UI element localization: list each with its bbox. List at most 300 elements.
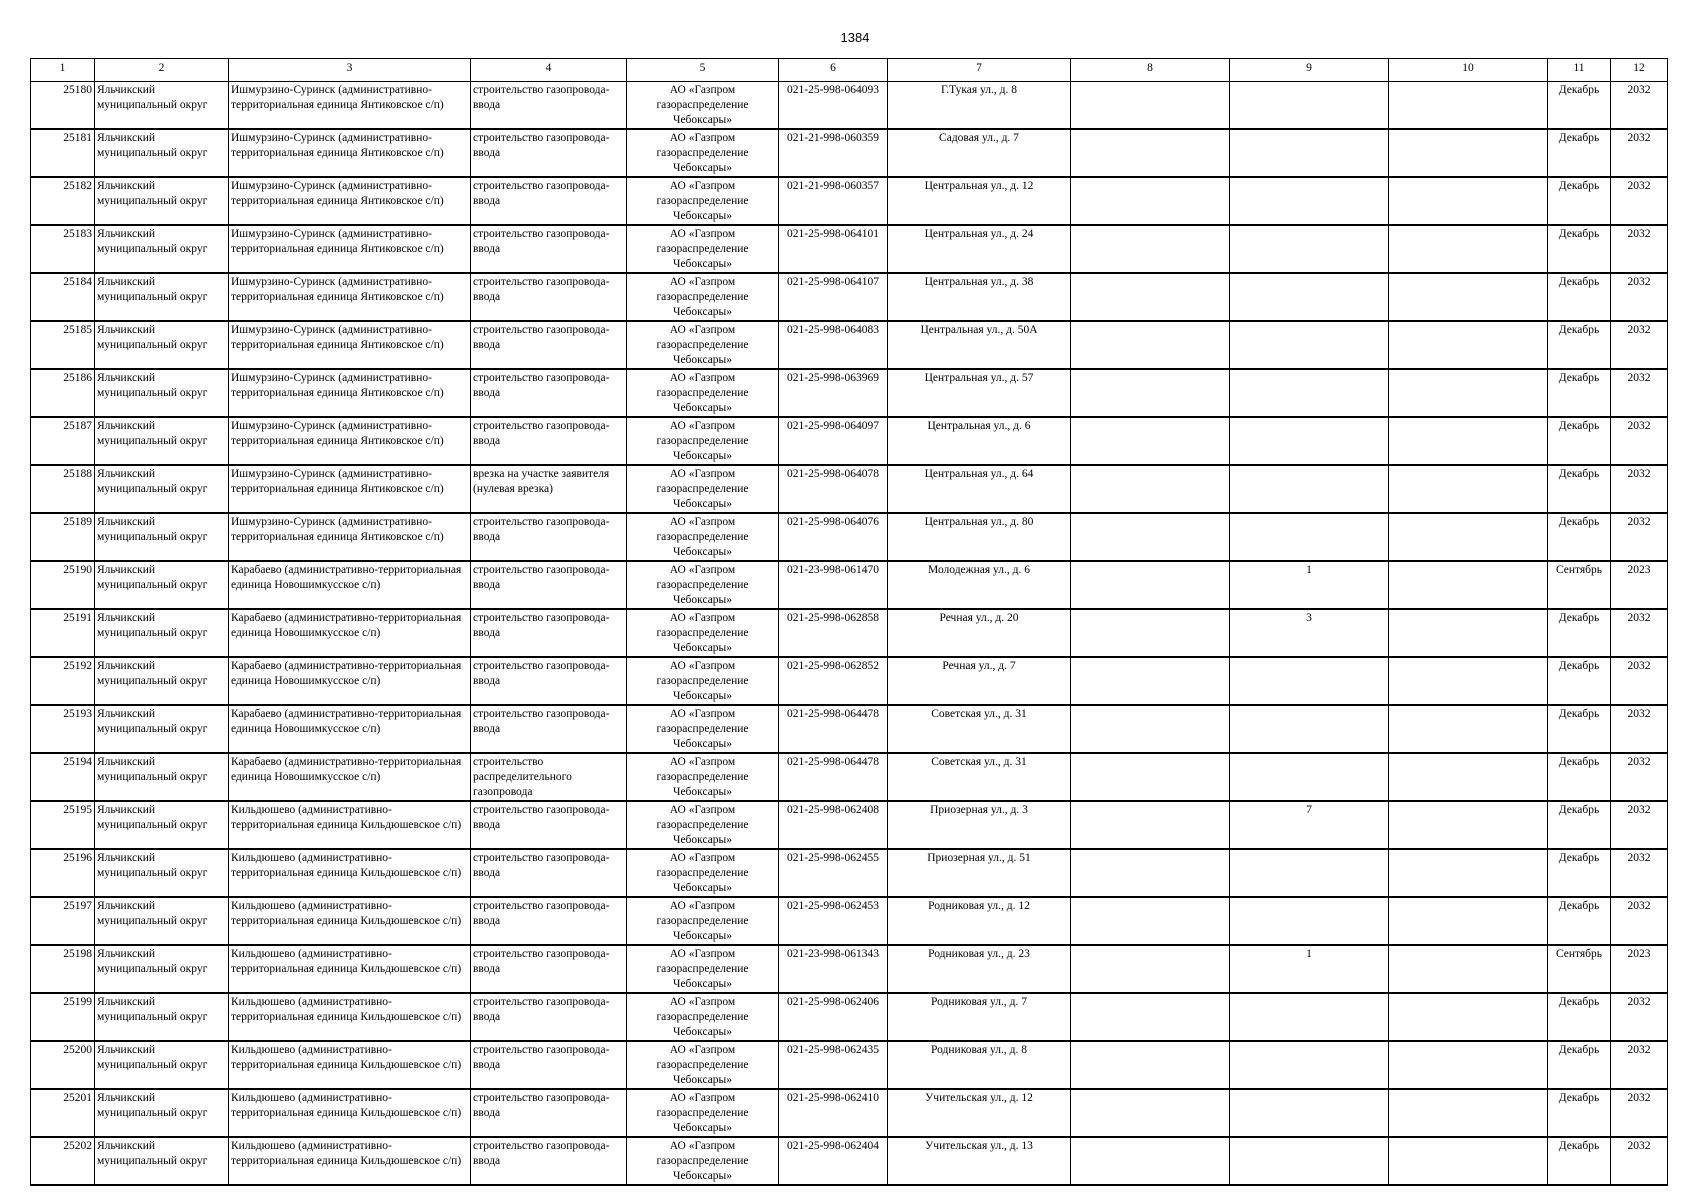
work-type-cell: строительство газопровода-ввода — [471, 369, 627, 417]
address-cell: Центральная ул., д. 38 — [888, 273, 1071, 321]
year-cell: 2032 — [1611, 849, 1668, 897]
column-header: 7 — [888, 59, 1071, 82]
object-code-cell: 021-25-998-062406 — [779, 993, 888, 1041]
col-8-cell — [1071, 753, 1230, 801]
work-type-cell: строительство газопровода-ввода — [471, 945, 627, 993]
table-row — [31, 993, 1668, 1041]
settlement-cell: Кильдюшево (административно-территориальная единица Кильдюшевское с/п) — [229, 1137, 471, 1185]
table-body — [31, 82, 1668, 1186]
col-10-cell — [1389, 657, 1548, 705]
col-9-cell — [1230, 177, 1389, 225]
col-8-cell — [1071, 609, 1230, 657]
row-number-cell: 25185 — [31, 321, 95, 369]
year-cell: 2032 — [1611, 753, 1668, 801]
month-cell: Декабрь — [1548, 321, 1611, 369]
object-code-cell: 021-25-998-064478 — [779, 705, 888, 753]
organization-cell: АО «Газпром газораспределение Чебоксары» — [627, 465, 779, 513]
object-code-cell: 021-25-998-062410 — [779, 1089, 888, 1137]
settlement-cell: Ишмурзино-Суринск (административно-территориальная единица Янтиковское с/п) — [229, 129, 471, 177]
settlement-cell: Кильдюшево (административно-территориальная единица Кильдюшевское с/п) — [229, 1041, 471, 1089]
year-cell: 2032 — [1611, 897, 1668, 945]
row-number-cell: 25192 — [31, 657, 95, 705]
address-cell: Центральная ул., д. 12 — [888, 177, 1071, 225]
row-number-cell: 25189 — [31, 513, 95, 561]
col-9-cell — [1230, 1041, 1389, 1089]
month-cell: Декабрь — [1548, 801, 1611, 849]
month-cell: Декабрь — [1548, 993, 1611, 1041]
month-cell: Декабрь — [1548, 417, 1611, 465]
page-number: 1384 — [840, 30, 870, 45]
col-8-cell — [1071, 1089, 1230, 1137]
address-cell: Молодежная ул., д. 6 — [888, 561, 1071, 609]
column-header: 12 — [1611, 59, 1668, 82]
settlement-cell: Кильдюшево (административно-территориальная единица Кильдюшевское с/п) — [229, 801, 471, 849]
address-cell: Учительская ул., д. 12 — [888, 1089, 1071, 1137]
col-8-cell — [1071, 897, 1230, 945]
table-row — [31, 849, 1668, 897]
object-code-cell: 021-25-998-062453 — [779, 897, 888, 945]
work-type-cell: строительство газопровода-ввода — [471, 513, 627, 561]
municipality-cell: Яльчикский муниципальный округ — [95, 417, 229, 465]
col-8-cell — [1071, 273, 1230, 321]
settlement-cell: Ишмурзино-Суринск (административно-территориальная единица Янтиковское с/п) — [229, 369, 471, 417]
year-cell: 2032 — [1611, 225, 1668, 273]
work-type-cell: строительство газопровода-ввода — [471, 801, 627, 849]
col-8-cell — [1071, 561, 1230, 609]
municipality-cell: Яльчикский муниципальный округ — [95, 753, 229, 801]
settlement-cell: Ишмурзино-Суринск (административно-территориальная единица Янтиковское с/п) — [229, 82, 471, 130]
table-row — [31, 1041, 1668, 1089]
year-cell: 2032 — [1611, 801, 1668, 849]
organization-cell: АО «Газпром газораспределение Чебоксары» — [627, 129, 779, 177]
table-row — [31, 177, 1668, 225]
col-10-cell — [1389, 177, 1548, 225]
month-cell: Декабрь — [1548, 897, 1611, 945]
work-type-cell: строительство газопровода-ввода — [471, 417, 627, 465]
col-8-cell — [1071, 465, 1230, 513]
object-code-cell: 021-25-998-064107 — [779, 273, 888, 321]
object-code-cell: 021-21-998-060359 — [779, 129, 888, 177]
col-8-cell — [1071, 82, 1230, 130]
table-row — [31, 801, 1668, 849]
row-number-cell: 25200 — [31, 1041, 95, 1089]
month-cell: Декабрь — [1548, 849, 1611, 897]
row-number-cell: 25197 — [31, 897, 95, 945]
month-cell: Декабрь — [1548, 657, 1611, 705]
object-code-cell: 021-25-998-062404 — [779, 1137, 888, 1185]
settlement-cell: Кильдюшево (административно-территориальная единица Кильдюшевское с/п) — [229, 945, 471, 993]
address-cell: Учительская ул., д. 13 — [888, 1137, 1071, 1185]
row-number-cell: 25195 — [31, 801, 95, 849]
municipality-cell: Яльчикский муниципальный округ — [95, 1137, 229, 1185]
column-header: 9 — [1230, 59, 1389, 82]
organization-cell: АО «Газпром газораспределение Чебоксары» — [627, 753, 779, 801]
work-type-cell: строительство газопровода-ввода — [471, 849, 627, 897]
table-row — [31, 657, 1668, 705]
settlement-cell: Кильдюшево (административно-территориальная единица Кильдюшевское с/п) — [229, 993, 471, 1041]
address-cell: Садовая ул., д. 7 — [888, 129, 1071, 177]
col-10-cell — [1389, 1041, 1548, 1089]
row-number-cell: 25186 — [31, 369, 95, 417]
address-cell: Родниковая ул., д. 12 — [888, 897, 1071, 945]
year-cell: 2023 — [1611, 945, 1668, 993]
row-number-cell: 25187 — [31, 417, 95, 465]
col-9-cell — [1230, 513, 1389, 561]
table-row — [31, 1089, 1668, 1137]
address-cell: Центральная ул., д. 80 — [888, 513, 1071, 561]
column-header: 2 — [95, 59, 229, 82]
col-8-cell — [1071, 513, 1230, 561]
table-row — [31, 945, 1668, 993]
row-number-cell: 25198 — [31, 945, 95, 993]
table-row — [31, 609, 1668, 657]
table-row — [31, 897, 1668, 945]
work-type-cell: строительство газопровода-ввода — [471, 705, 627, 753]
object-code-cell: 021-23-998-061343 — [779, 945, 888, 993]
col-8-cell — [1071, 993, 1230, 1041]
work-type-cell: строительство газопровода-ввода — [471, 657, 627, 705]
address-cell: Родниковая ул., д. 7 — [888, 993, 1071, 1041]
month-cell: Декабрь — [1548, 273, 1611, 321]
month-cell: Декабрь — [1548, 465, 1611, 513]
col-9-cell — [1230, 1089, 1389, 1137]
year-cell: 2023 — [1611, 561, 1668, 609]
address-cell: Центральная ул., д. 50А — [888, 321, 1071, 369]
work-type-cell: строительство газопровода-ввода — [471, 82, 627, 130]
col-10-cell — [1389, 1137, 1548, 1185]
col-10-cell — [1389, 801, 1548, 849]
document-table — [30, 58, 1668, 1186]
year-cell: 2032 — [1611, 1137, 1668, 1185]
settlement-cell: Ишмурзино-Суринск (административно-территориальная единица Янтиковское с/п) — [229, 177, 471, 225]
col-9-cell — [1230, 897, 1389, 945]
municipality-cell: Яльчикский муниципальный округ — [95, 705, 229, 753]
settlement-cell: Ишмурзино-Суринск (административно-территориальная единица Янтиковское с/п) — [229, 513, 471, 561]
col-10-cell — [1389, 993, 1548, 1041]
col-9-cell — [1230, 657, 1389, 705]
year-cell: 2032 — [1611, 321, 1668, 369]
row-number-cell: 25202 — [31, 1137, 95, 1185]
row-number-cell: 25196 — [31, 849, 95, 897]
municipality-cell: Яльчикский муниципальный округ — [95, 129, 229, 177]
table-row — [31, 705, 1668, 753]
organization-cell: АО «Газпром газораспределение Чебоксары» — [627, 897, 779, 945]
table-row — [31, 513, 1668, 561]
month-cell: Декабрь — [1548, 1089, 1611, 1137]
year-cell: 2032 — [1611, 513, 1668, 561]
year-cell: 2032 — [1611, 369, 1668, 417]
row-number-cell: 25201 — [31, 1089, 95, 1137]
col-10-cell — [1389, 753, 1548, 801]
col-9-cell — [1230, 369, 1389, 417]
organization-cell: АО «Газпром газораспределение Чебоксары» — [627, 849, 779, 897]
col-8-cell — [1071, 801, 1230, 849]
column-header: 11 — [1548, 59, 1611, 82]
col-9-cell: 1 — [1230, 945, 1389, 993]
municipality-cell: Яльчикский муниципальный округ — [95, 657, 229, 705]
col-10-cell — [1389, 609, 1548, 657]
municipality-cell: Яльчикский муниципальный округ — [95, 561, 229, 609]
month-cell: Декабрь — [1548, 82, 1611, 130]
row-number-cell: 25193 — [31, 705, 95, 753]
row-number-cell: 25182 — [31, 177, 95, 225]
object-code-cell: 021-25-998-062408 — [779, 801, 888, 849]
organization-cell: АО «Газпром газораспределение Чебоксары» — [627, 801, 779, 849]
table-row — [31, 417, 1668, 465]
table-row — [31, 321, 1668, 369]
municipality-cell: Яльчикский муниципальный округ — [95, 465, 229, 513]
address-cell: Г.Тукая ул., д. 8 — [888, 82, 1071, 130]
organization-cell: АО «Газпром газораспределение Чебоксары» — [627, 561, 779, 609]
row-number-cell: 25183 — [31, 225, 95, 273]
col-9-cell: 3 — [1230, 609, 1389, 657]
table-row — [31, 369, 1668, 417]
row-number-cell: 25181 — [31, 129, 95, 177]
col-9-cell — [1230, 465, 1389, 513]
address-cell: Центральная ул., д. 57 — [888, 369, 1071, 417]
organization-cell: АО «Газпром газораспределение Чебоксары» — [627, 417, 779, 465]
settlement-cell: Карабаево (административно-территориальная единица Новошимкусское с/п) — [229, 753, 471, 801]
month-cell: Декабрь — [1548, 177, 1611, 225]
col-8-cell — [1071, 129, 1230, 177]
table-row — [31, 753, 1668, 801]
column-header: 1 — [31, 59, 95, 82]
column-header: 3 — [229, 59, 471, 82]
col-10-cell — [1389, 129, 1548, 177]
col-8-cell — [1071, 705, 1230, 753]
year-cell: 2032 — [1611, 273, 1668, 321]
address-cell: Родниковая ул., д. 23 — [888, 945, 1071, 993]
organization-cell: АО «Газпром газораспределение Чебоксары» — [627, 273, 779, 321]
col-8-cell — [1071, 417, 1230, 465]
table-row — [31, 82, 1668, 130]
month-cell: Декабрь — [1548, 705, 1611, 753]
organization-cell: АО «Газпром газораспределение Чебоксары» — [627, 657, 779, 705]
work-type-cell: строительство газопровода-ввода — [471, 609, 627, 657]
object-code-cell: 021-25-998-062852 — [779, 657, 888, 705]
col-8-cell — [1071, 657, 1230, 705]
col-10-cell — [1389, 945, 1548, 993]
municipality-cell: Яльчикский муниципальный округ — [95, 321, 229, 369]
row-number-cell: 25188 — [31, 465, 95, 513]
organization-cell: АО «Газпром газораспределение Чебоксары» — [627, 609, 779, 657]
month-cell: Декабрь — [1548, 1137, 1611, 1185]
year-cell: 2032 — [1611, 705, 1668, 753]
col-10-cell — [1389, 705, 1548, 753]
settlement-cell: Кильдюшево (административно-территориальная единица Кильдюшевское с/п) — [229, 849, 471, 897]
object-code-cell: 021-25-998-062455 — [779, 849, 888, 897]
column-header: 6 — [779, 59, 888, 82]
municipality-cell: Яльчикский муниципальный округ — [95, 225, 229, 273]
col-10-cell — [1389, 82, 1548, 130]
settlement-cell: Кильдюшево (административно-территориальная единица Кильдюшевское с/п) — [229, 1089, 471, 1137]
month-cell: Декабрь — [1548, 225, 1611, 273]
settlement-cell: Ишмурзино-Суринск (административно-территориальная единица Янтиковское с/п) — [229, 273, 471, 321]
year-cell: 2032 — [1611, 993, 1668, 1041]
address-cell: Приозерная ул., д. 51 — [888, 849, 1071, 897]
col-9-cell — [1230, 129, 1389, 177]
work-type-cell: строительство газопровода-ввода — [471, 177, 627, 225]
work-type-cell: строительство газопровода-ввода — [471, 897, 627, 945]
municipality-cell: Яльчикский муниципальный округ — [95, 82, 229, 130]
settlement-cell: Карабаево (административно-территориальная единица Новошимкусское с/п) — [229, 705, 471, 753]
municipality-cell: Яльчикский муниципальный округ — [95, 1089, 229, 1137]
year-cell: 2032 — [1611, 177, 1668, 225]
year-cell: 2032 — [1611, 1041, 1668, 1089]
column-header: 8 — [1071, 59, 1230, 82]
column-number-row — [31, 59, 1668, 82]
table-row — [31, 1137, 1668, 1185]
object-code-cell: 021-25-998-063969 — [779, 369, 888, 417]
work-type-cell: строительство газопровода-ввода — [471, 993, 627, 1041]
settlement-cell: Ишмурзино-Суринск (административно-территориальная единица Янтиковское с/п) — [229, 417, 471, 465]
month-cell: Декабрь — [1548, 1041, 1611, 1089]
table-row — [31, 465, 1668, 513]
col-9-cell — [1230, 417, 1389, 465]
column-header: 5 — [627, 59, 779, 82]
month-cell: Декабрь — [1548, 609, 1611, 657]
work-type-cell: строительство газопровода-ввода — [471, 1137, 627, 1185]
col-9-cell — [1230, 753, 1389, 801]
month-cell: Декабрь — [1548, 369, 1611, 417]
col-8-cell — [1071, 849, 1230, 897]
address-cell: Речная ул., д. 20 — [888, 609, 1071, 657]
row-number-cell: 25194 — [31, 753, 95, 801]
year-cell: 2032 — [1611, 417, 1668, 465]
year-cell: 2032 — [1611, 657, 1668, 705]
column-header: 10 — [1389, 59, 1548, 82]
organization-cell: АО «Газпром газораспределение Чебоксары» — [627, 945, 779, 993]
object-code-cell: 021-25-998-064097 — [779, 417, 888, 465]
municipality-cell: Яльчикский муниципальный округ — [95, 849, 229, 897]
col-9-cell — [1230, 225, 1389, 273]
municipality-cell: Яльчикский муниципальный округ — [95, 369, 229, 417]
municipality-cell: Яльчикский муниципальный округ — [95, 513, 229, 561]
object-code-cell: 021-25-998-062858 — [779, 609, 888, 657]
object-code-cell: 021-25-998-062435 — [779, 1041, 888, 1089]
address-cell: Речная ул., д. 7 — [888, 657, 1071, 705]
work-type-cell: строительство газопровода-ввода — [471, 273, 627, 321]
object-code-cell: 021-25-998-064078 — [779, 465, 888, 513]
col-9-cell: 1 — [1230, 561, 1389, 609]
settlement-cell: Ишмурзино-Суринск (административно-территориальная единица Янтиковское с/п) — [229, 465, 471, 513]
address-cell: Советская ул., д. 31 — [888, 753, 1071, 801]
organization-cell: АО «Газпром газораспределение Чебоксары» — [627, 369, 779, 417]
municipality-cell: Яльчикский муниципальный округ — [95, 273, 229, 321]
object-code-cell: 021-25-998-064101 — [779, 225, 888, 273]
organization-cell: АО «Газпром газораспределение Чебоксары» — [627, 993, 779, 1041]
col-10-cell — [1389, 561, 1548, 609]
year-cell: 2032 — [1611, 82, 1668, 130]
row-number-cell: 25190 — [31, 561, 95, 609]
settlement-cell: Кильдюшево (административно-территориальная единица Кильдюшевское с/п) — [229, 897, 471, 945]
address-cell: Советская ул., д. 31 — [888, 705, 1071, 753]
month-cell: Декабрь — [1548, 753, 1611, 801]
year-cell: 2032 — [1611, 129, 1668, 177]
col-10-cell — [1389, 1089, 1548, 1137]
organization-cell: АО «Газпром газораспределение Чебоксары» — [627, 177, 779, 225]
address-cell: Приозерная ул., д. 3 — [888, 801, 1071, 849]
col-9-cell — [1230, 705, 1389, 753]
settlement-cell: Ишмурзино-Суринск (административно-территориальная единица Янтиковское с/п) — [229, 321, 471, 369]
address-cell: Центральная ул., д. 6 — [888, 417, 1071, 465]
row-number-cell: 25184 — [31, 273, 95, 321]
col-8-cell — [1071, 945, 1230, 993]
work-type-cell: врезка на участке заявителя (нулевая врезка) — [471, 465, 627, 513]
municipality-cell: Яльчикский муниципальный округ — [95, 801, 229, 849]
col-8-cell — [1071, 1041, 1230, 1089]
col-10-cell — [1389, 465, 1548, 513]
row-number-cell: 25180 — [31, 82, 95, 130]
table-row — [31, 273, 1668, 321]
municipality-cell: Яльчикский муниципальный округ — [95, 945, 229, 993]
organization-cell: АО «Газпром газораспределение Чебоксары» — [627, 705, 779, 753]
work-type-cell: строительство газопровода-ввода — [471, 1089, 627, 1137]
col-8-cell — [1071, 321, 1230, 369]
object-code-cell: 021-25-998-064478 — [779, 753, 888, 801]
object-code-cell: 021-25-998-064093 — [779, 82, 888, 130]
col-9-cell: 7 — [1230, 801, 1389, 849]
address-cell: Родниковая ул., д. 8 — [888, 1041, 1071, 1089]
organization-cell: АО «Газпром газораспределение Чебоксары» — [627, 225, 779, 273]
municipality-cell: Яльчикский муниципальный округ — [95, 177, 229, 225]
table-row — [31, 561, 1668, 609]
organization-cell: АО «Газпром газораспределение Чебоксары» — [627, 321, 779, 369]
month-cell: Сентябрь — [1548, 561, 1611, 609]
month-cell: Декабрь — [1548, 513, 1611, 561]
col-8-cell — [1071, 177, 1230, 225]
col-10-cell — [1389, 273, 1548, 321]
settlement-cell: Ишмурзино-Суринск (административно-территориальная единица Янтиковское с/п) — [229, 225, 471, 273]
organization-cell: АО «Газпром газораспределение Чебоксары» — [627, 1137, 779, 1185]
col-10-cell — [1389, 897, 1548, 945]
table-row — [31, 129, 1668, 177]
col-8-cell — [1071, 1137, 1230, 1185]
col-10-cell — [1389, 321, 1548, 369]
work-type-cell: строительство газопровода-ввода — [471, 1041, 627, 1089]
organization-cell: АО «Газпром газораспределение Чебоксары» — [627, 1041, 779, 1089]
municipality-cell: Яльчикский муниципальный округ — [95, 897, 229, 945]
object-code-cell: 021-25-998-064076 — [779, 513, 888, 561]
object-code-cell: 021-23-998-061470 — [779, 561, 888, 609]
col-10-cell — [1389, 417, 1548, 465]
month-cell: Декабрь — [1548, 129, 1611, 177]
col-9-cell — [1230, 321, 1389, 369]
municipality-cell: Яльчикский муниципальный округ — [95, 1041, 229, 1089]
col-10-cell — [1389, 513, 1548, 561]
organization-cell: АО «Газпром газораспределение Чебоксары» — [627, 513, 779, 561]
settlement-cell: Карабаево (административно-территориальная единица Новошимкусское с/п) — [229, 657, 471, 705]
work-type-cell: строительство газопровода-ввода — [471, 225, 627, 273]
year-cell: 2032 — [1611, 609, 1668, 657]
column-header: 4 — [471, 59, 627, 82]
col-10-cell — [1389, 369, 1548, 417]
row-number-cell: 25191 — [31, 609, 95, 657]
col-8-cell — [1071, 369, 1230, 417]
col-10-cell — [1389, 849, 1548, 897]
organization-cell: АО «Газпром газораспределение Чебоксары» — [627, 82, 779, 130]
municipality-cell: Яльчикский муниципальный округ — [95, 609, 229, 657]
settlement-cell: Карабаево (административно-территориальная единица Новошимкусское с/п) — [229, 609, 471, 657]
organization-cell: АО «Газпром газораспределение Чебоксары» — [627, 1089, 779, 1137]
col-10-cell — [1389, 225, 1548, 273]
col-9-cell — [1230, 993, 1389, 1041]
year-cell: 2032 — [1611, 1089, 1668, 1137]
month-cell: Сентябрь — [1548, 945, 1611, 993]
table-row — [31, 225, 1668, 273]
col-8-cell — [1071, 225, 1230, 273]
work-type-cell: строительство распределительного газопровода — [471, 753, 627, 801]
